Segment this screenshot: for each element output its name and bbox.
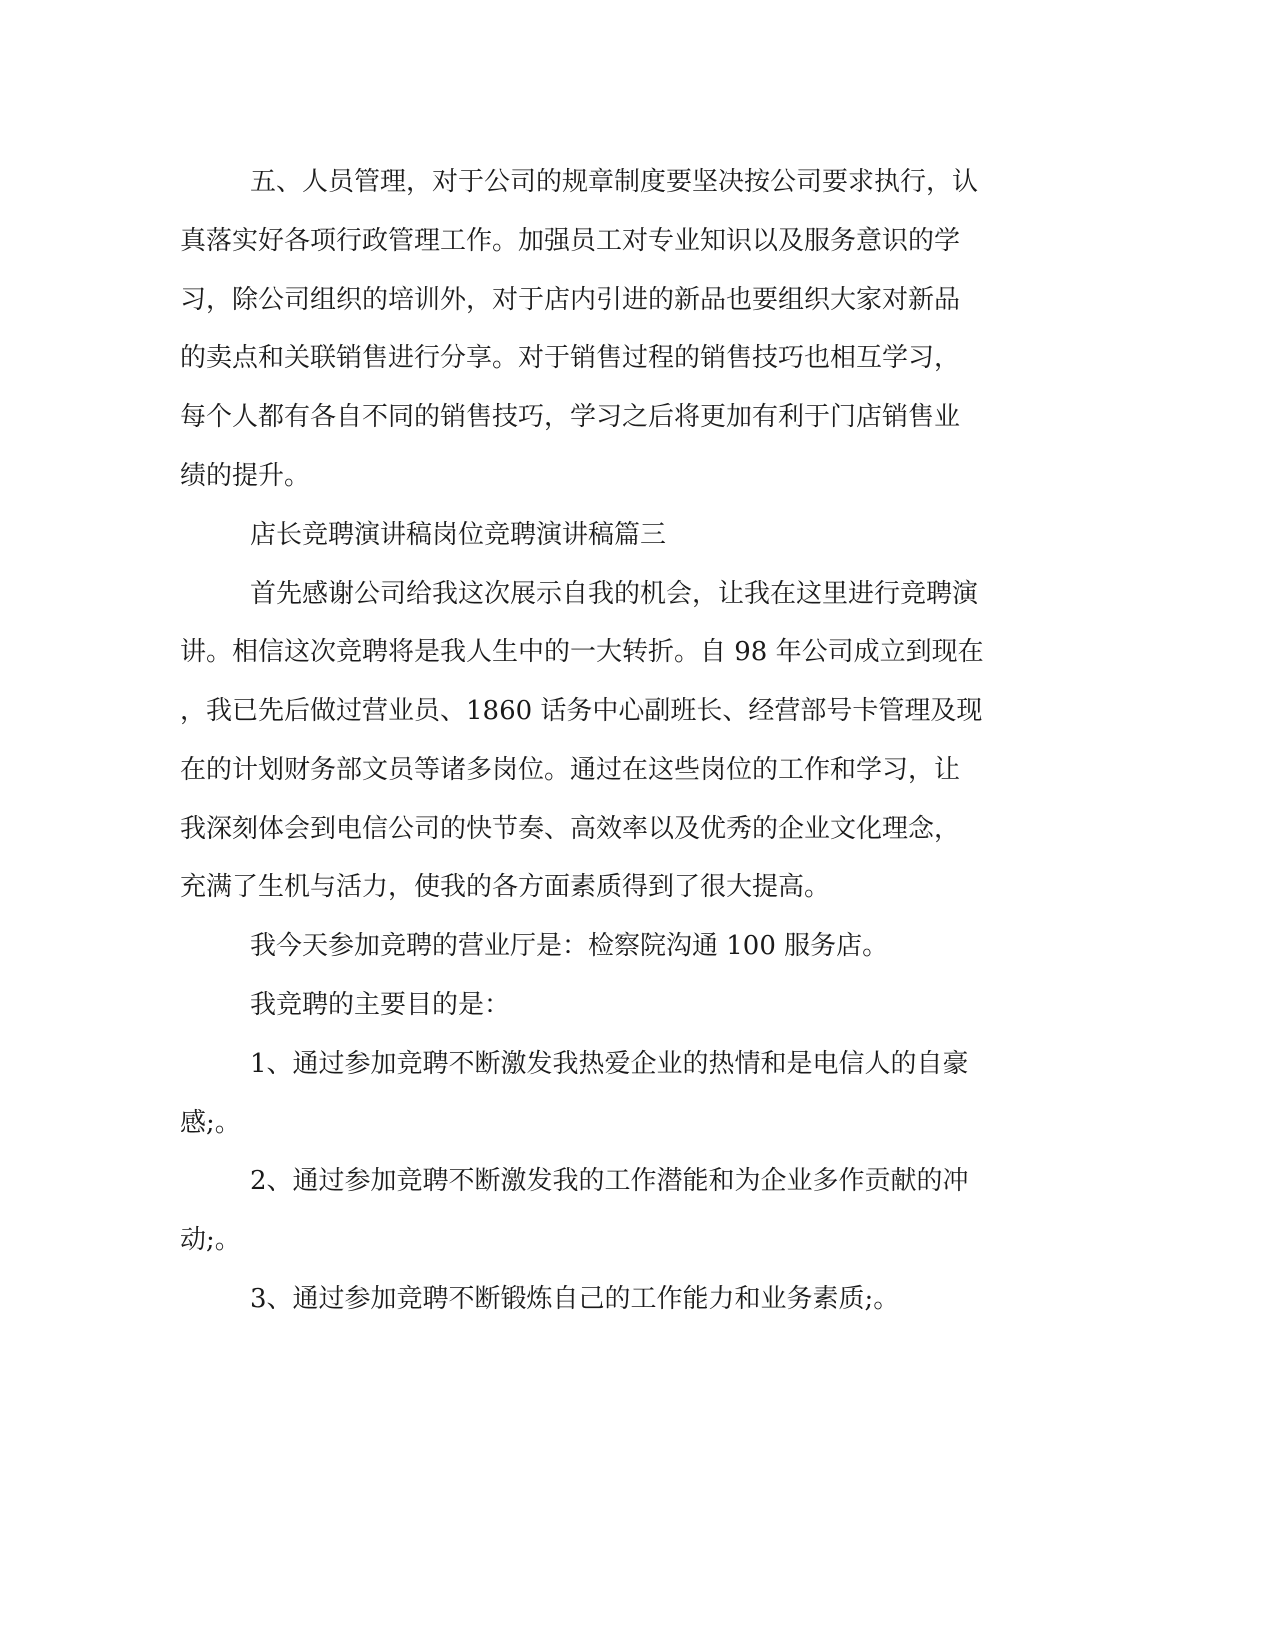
text-line: 在的计划财务部文员等诸多岗位。通过在这些岗位的工作和学习，让 <box>180 755 961 785</box>
text-line: 我今天参加竞聘的营业厅是：检察院沟通 100 服务店。 <box>250 931 889 961</box>
list-item: 2、通过参加竞聘不断激发我的工作潜能和为企业多作贡献的冲 <box>250 1166 969 1196</box>
section-heading: 店长竞聘演讲稿岗位竞聘演讲稿篇三 <box>250 520 667 550</box>
text-line: ，我已先后做过营业员、1860 话务中心副班长、经营部号卡管理及现 <box>180 696 983 726</box>
text-line: 我深刻体会到电信公司的快节奏、高效率以及优秀的企业文化理念， <box>180 814 961 844</box>
text-line: 首先感谢公司给我这次展示自我的机会，让我在这里进行竞聘演 <box>250 579 979 609</box>
list-item: 1、通过参加竞聘不断激发我热爱企业的热情和是电信人的自豪 <box>250 1049 969 1079</box>
text-line: 动;。 <box>180 1225 241 1255</box>
text-line: 真落实好各项行政管理工作。加强员工对专业知识以及服务意识的学 <box>180 226 961 256</box>
text-line: 绩的提升。 <box>180 461 311 491</box>
text-line: 每个人都有各自不同的销售技巧，学习之后将更加有利于门店销售业 <box>180 402 961 432</box>
text-line: 习，除公司组织的培训外，对于店内引进的新品也要组织大家对新品 <box>180 285 961 315</box>
text-line: 感;。 <box>180 1108 241 1138</box>
text-line: 充满了生机与活力，使我的各方面素质得到了很大提高。 <box>180 872 831 902</box>
text-line: 五、人员管理，对于公司的规章制度要坚决按公司要求执行，认 <box>250 167 979 197</box>
list-item: 3、通过参加竞聘不断锻炼自己的工作能力和业务素质;。 <box>250 1284 900 1314</box>
text-line: 讲。相信这次竞聘将是我人生中的一大转折。自 98 年公司成立到现在 <box>180 637 984 667</box>
text-line: 的卖点和关联销售进行分享。对于销售过程的销售技巧也相互学习， <box>180 343 961 373</box>
text-line: 我竞聘的主要目的是： <box>250 990 511 1020</box>
